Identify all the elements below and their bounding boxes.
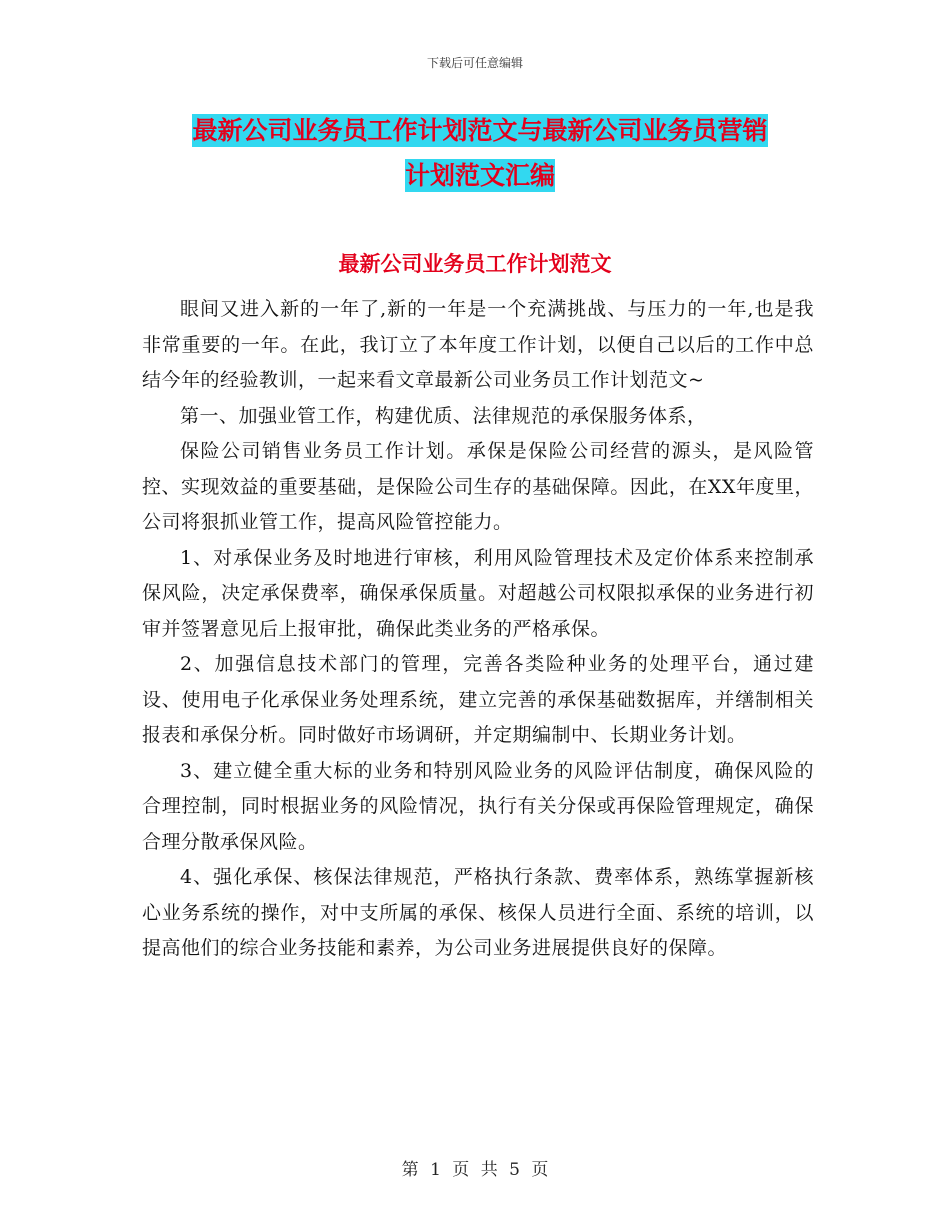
document-title-line-1: 最新公司业务员工作计划范文与最新公司业务员营销 [192, 116, 768, 145]
document-title [150, 108, 810, 198]
paragraph: 眼间又进入新的一年了,新的一年是一个充满挑战、与压力的一年,也是我非常重要的一年。在此，我订立了本年度工作计划，以便自己以后的工作中总结今年的经验教训，一起来看文章最新公司业务员工作计划范文~ [142, 298, 814, 391]
paragraph: 4、强化承保、核保法律规范，严格执行条款、费率体系，熟练掌握新核心业务系统的操作，对中支所属的承保、核保人员进行全面、系统的培训，以提高他们的综合业务技能和素养，为公司业务进展提供良好的保障。 [142, 866, 814, 959]
paragraph: 第一、加强业管工作，构建优质、法律规范的承保服务体系， [180, 404, 707, 427]
paragraph: 3、建立健全重大标的业务和特别风险业务的风险评估制度，确保风险的合理控制，同时根据业务的风险情况，执行有关分保或再保险管理规定，确保合理分散承保风险。 [142, 759, 814, 853]
paragraph: 1、对承保业务及时地进行审核，利用风险管理技术及定价体系来控制承保风险，决定承保费率，确保承保质量。对超越公司权限拟承保的业务进行初审并签署意见后上报审批，确保此类业务的严格承保。 [142, 546, 814, 640]
header-note: 下载后可任意编辑 [426, 56, 523, 70]
paragraph: 2、加强信息技术部门的管理，完善各类险种业务的处理平台，通过建设、使用电子化承保业务处理系统，建立完善的承保基础数据库，并缮制相关报表和承保分析。同时做好市场调研，并定期编制中、长期业务计划。 [142, 653, 814, 746]
body-text [142, 292, 814, 967]
section-title: 最新公司业务员工作计划范文 [338, 252, 612, 276]
paragraph: 保险公司销售业务员工作计划。承保是保险公司经营的源头，是风险管控、实现效益的重要基础，是保险公司生存的基础保障。因此，在XX年度里，公司将狠抓业管工作，提高风险管控能力。 [142, 440, 814, 533]
document-title-line-2: 计划范文汇编 [404, 161, 555, 190]
page-number-footer: 第 1 页 共 5 页 [401, 1160, 549, 1180]
